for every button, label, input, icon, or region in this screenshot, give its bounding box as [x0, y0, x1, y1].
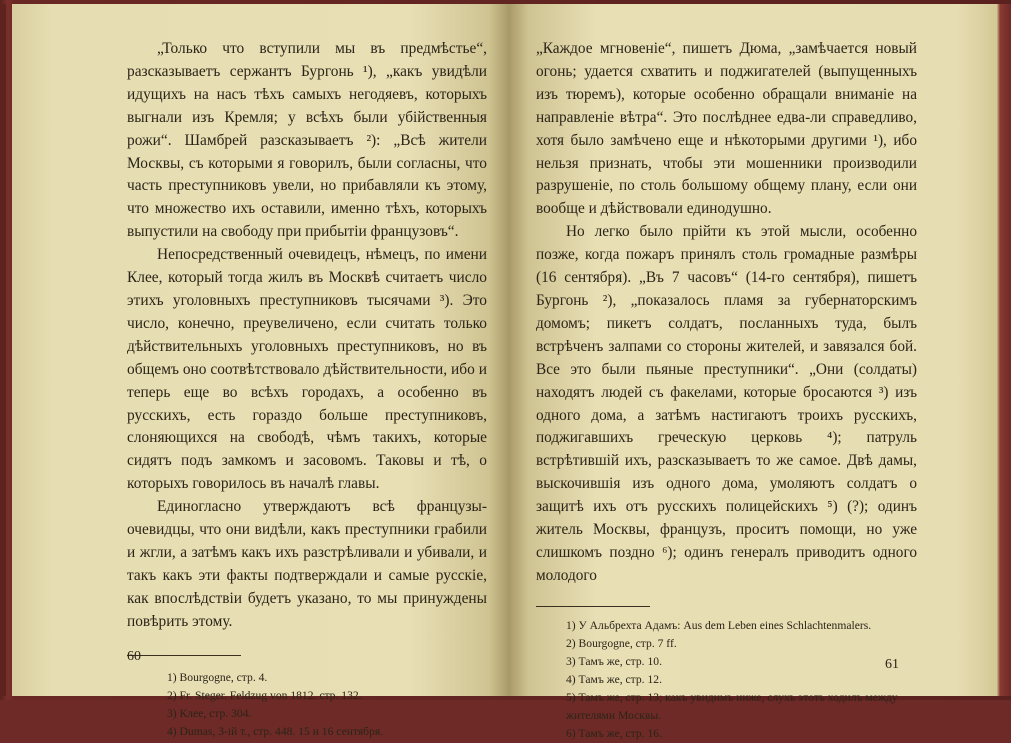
- footnote: 6) Тамъ же, стр. 16.: [566, 726, 662, 740]
- right-footnotes: [536, 617, 917, 743]
- right-page-body: [536, 38, 917, 588]
- footnote: 1) Bourgogne, стр. 4.: [167, 670, 268, 684]
- page-number-left: 60: [127, 649, 141, 664]
- footnote-divider: [127, 655, 241, 656]
- left-footnotes: [127, 669, 487, 741]
- footnote: 3) Клее, стр. 304.: [167, 706, 252, 720]
- footnote: 3) Тамъ же, стр. 10.: [566, 654, 662, 668]
- book-cover-edge-right: [997, 4, 1011, 696]
- left-paragraph-1: „Только что вступили мы въ предмѣстье“, разсказываетъ сержантъ Бургонь ¹), „какъ увидѣли идущихъ на насъ тѣхъ самыхъ негодяевъ, которыхъ выгнали изъ Кремля; у всѣхъ были убійственныя рожи“. Шамбрей разсказываетъ ²): „Всѣ жители Москвы, съ которыми я говорилъ, были согласны, что часть преступниковъ увели, но прибавляли къ этому, что множество ихъ оставили, именно тѣхъ, которыхъ выпустили на свободу при прибытіи французовъ“.: [127, 40, 487, 241]
- left-paragraph-3: Единогласно утверждаютъ всѣ французы-очевидцы, что они видѣли, какъ преступники грабили и жгли, а затѣмъ какъ ихъ разстрѣливали и убивали, и такъ какъ эти факты подтверждали и самые русскіе, как впослѣдствіи будетъ указано, то мы принуждены повѣрить этому.: [127, 498, 487, 630]
- footnote: 2) Fr. Steger. Feldzug von 1812. стр. 132.: [167, 688, 362, 702]
- footnote: 1) У Альбрехта Адамъ: Aus dem Leben eines Schlachtenmalers.: [566, 618, 872, 632]
- page-number-right: 61: [885, 657, 899, 672]
- footnote: 4) Dumas, 3-iй т., стр. 448. 15 и 16 сентября.: [167, 724, 384, 738]
- right-paragraph-2: Но легко было прійти къ этой мысли, особенно позже, когда пожаръ принялъ столь громадные размѣры (16 сентября). „Въ 7 часовъ“ (14-го сентября), пишетъ Бургонь ²), „показалось пламя за губернаторскимъ домомъ; пикетъ солдатъ, посланныхъ туда, былъ встрѣченъ залпами со стороны жителей, и завязался бой. Все это были пьяные преступники“. „Они (солдаты) находятъ людей съ факелами, которые бросаются ³) изъ одного дома, а затѣмъ настигаютъ троихъ русскихъ, поджигавшихъ греческую церковь ⁴); патруль встрѣтившій ихъ, разсказываетъ то же самое. Двѣ дамы, выскочившія изъ одного дома, умоляютъ солдатъ о защитѣ ихъ отъ русскихъ полицейскихъ ⁵) (?); одинъ житель Москвы, французъ, проситъ помощи, но уже слишкомъ поздно ⁶); одинъ генералъ приводитъ одного молодого: [536, 223, 917, 584]
- footnote: 2) Bourgogne, стр. 7 ff.: [566, 636, 677, 650]
- left-page-body: [127, 38, 487, 634]
- left-paragraph-2: Непосредственный очевидецъ, нѣмецъ, по имени Клее, который тогда жилъ въ Москвѣ считаетъ число этихъ уголовныхъ преступниковъ тысячами ³). Это число, конечно, преувеличено, если считать только дѣйствительныхъ уголовныхъ преступниковъ, но въ общемъ оно соотвѣтствовало дѣйствительности, ибо и теперь еще во всѣхъ городахъ, а особенно въ русскихъ, есть гораздо больше преступниковъ, слоняющихся на свободѣ, чѣмъ такихъ, которые сидятъ подъ замкомъ и засовомъ. Таковы и тѣ, о которыхъ говорилось въ началѣ главы.: [127, 246, 487, 493]
- right-page: [509, 4, 997, 740]
- book-cover-edge-left: [0, 4, 6, 696]
- right-paragraph-1: „Каждое мгновеніе“, пишетъ Дюма, „замѣчается новый огонь; удается схватить и поджигателей (выпущенныхъ изъ тюремъ), которые особенно обращали вниманіе на направленіе вѣтра“. Это послѣднее едва-ли справедливо, хотя было замѣчено еще и нѣкоторыми другими ¹), ибо нельзя признать, чтобы эти мошенники производили разрушеніе, по столь большому общему плану, если они вообще и дѣйствовали единодушно.: [536, 40, 917, 218]
- footnote-divider: [536, 606, 650, 607]
- left-page: [12, 4, 509, 738]
- footnote: 4) Тамъ же, стр. 12.: [566, 672, 662, 686]
- footnote: 5) Тамъ же, стр. 13; какъ увидимъ ниже, слухъ этотъ ходилъ между жителями Москвы.: [566, 690, 898, 722]
